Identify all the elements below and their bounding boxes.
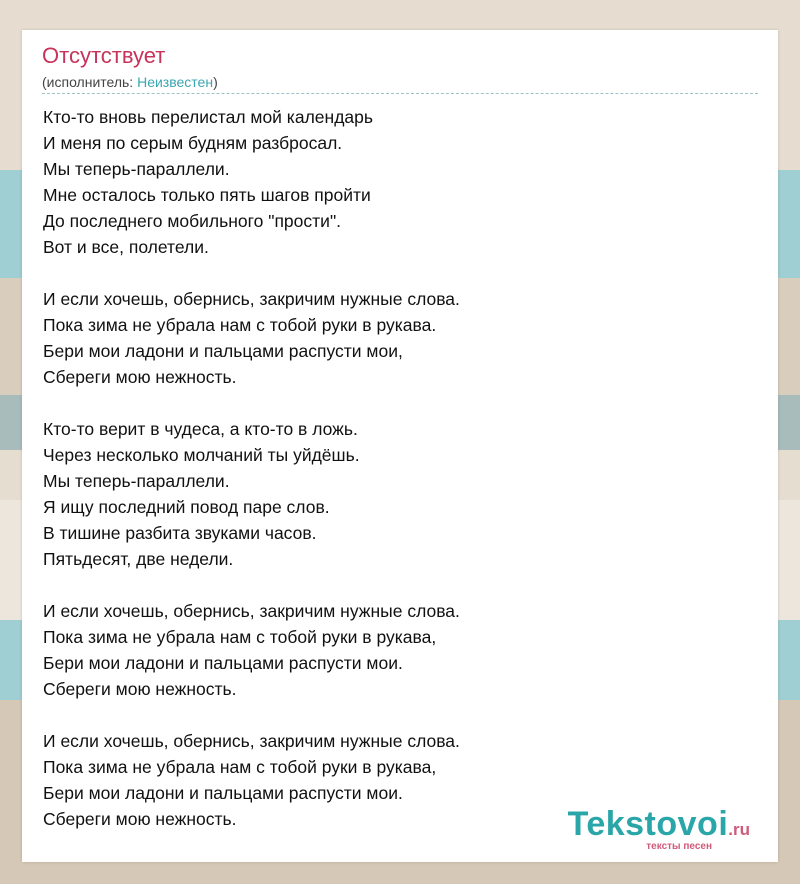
title-divider <box>42 93 758 94</box>
site-logo[interactable] <box>567 805 750 852</box>
stanza-gap <box>43 572 743 598</box>
logo-tagline: тексты песен <box>646 841 712 852</box>
lyric-line: До последнего мобильного "прости". <box>43 211 342 231</box>
lyric-line: Вот и все, полетели. <box>43 237 209 257</box>
lyric-line: Бери мои ладони и пальцами распусти мои, <box>43 341 403 361</box>
lyric-line: Мы теперь-параллели. <box>43 471 230 491</box>
lyric-line: Мне осталось только пять шагов пройти <box>43 185 371 205</box>
lyric-line: И если хочешь, обернись, закричим нужные слова. <box>43 731 460 751</box>
lyric-line: В тишине разбита звуками часов. <box>43 523 317 543</box>
stanza-gap <box>43 390 743 416</box>
lyric-line: Пока зима не убрала нам с тобой руки в рукава. <box>43 315 437 335</box>
lyric-line: Бери мои ладони и пальцами распусти мои. <box>43 653 403 673</box>
stanza-gap <box>43 702 743 728</box>
artist-byline <box>42 74 218 90</box>
lyric-line: Пока зима не убрала нам с тобой руки в рукава, <box>43 627 437 647</box>
song-title: Отсутствует <box>42 43 166 68</box>
lyric-line: Через несколько молчаний ты уйдёшь. <box>43 445 360 465</box>
stanza-gap <box>43 260 743 286</box>
lyric-line: Мы теперь-параллели. <box>43 159 230 179</box>
lyric-line: Бери мои ладони и пальцами распусти мои. <box>43 783 403 803</box>
lyrics-text <box>43 104 743 832</box>
lyric-line: Сбереги мою нежность. <box>43 679 237 699</box>
logo-brand: Tekstovoi <box>567 805 729 843</box>
lyric-line: Пятьдесят, две недели. <box>43 549 234 569</box>
lyric-line: Кто-то вновь перелистал мой календарь <box>43 107 373 127</box>
lyric-line: Пока зима не убрала нам с тобой руки в рукава, <box>43 757 437 777</box>
lyric-line: Сбереги мою нежность. <box>43 809 237 829</box>
lyric-line: И если хочешь, обернись, закричим нужные слова. <box>43 601 460 621</box>
lyrics-card <box>22 30 778 862</box>
logo-tld: .ru <box>728 820 750 839</box>
lyric-line: Я ищу последний повод паре слов. <box>43 497 330 517</box>
lyric-line: И меня по серым будням разбросал. <box>43 133 343 153</box>
lyric-line: И если хочешь, обернись, закричим нужные слова. <box>43 289 460 309</box>
artist-link[interactable]: Неизвестен <box>137 74 214 90</box>
lyric-line: Сбереги мою нежность. <box>43 367 237 387</box>
lyric-line: Кто-то верит в чудеса, а кто-то в ложь. <box>43 419 358 439</box>
byline-prefix: (исполнитель: <box>42 74 138 90</box>
byline-suffix: ) <box>213 74 218 90</box>
